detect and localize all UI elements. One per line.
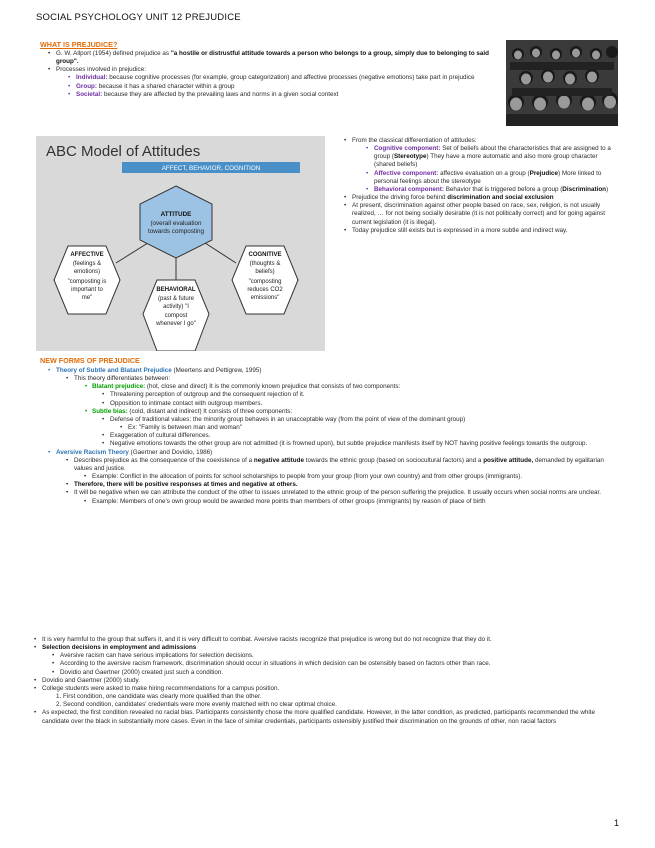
text: Example: Members of one's own group would be awarded more points than members of other groups (immigrants) by reason of place of birth — [92, 497, 486, 505]
list-item — [352, 137, 620, 145]
cognitive-line: reduces CO2 — [247, 287, 283, 293]
text: (Gaertner and Dovidio, 1986) — [128, 448, 213, 456]
text: (hot, close and direct) It is the commonly known prejudice that consists of two components: — [145, 383, 401, 391]
cognitive-title: COGNITIVE — [248, 252, 282, 258]
abc-banner-text: AFFECT, BEHAVIOR, COGNITION — [161, 165, 261, 172]
text: At present, discrimination against other people based on race, sex, religion, is not usually realized, … for not being socially desirable (it is not politically correct) and for going against current legislation (it is illegal). — [352, 202, 606, 226]
cognitive-line: beliefs) — [255, 269, 275, 275]
list-item — [56, 50, 496, 66]
text: (cold, distant and indirect) It consists of three components: — [127, 407, 293, 415]
cognitive-line: emissions" — [250, 295, 280, 301]
theory-link: Theory of Subtle and Blatant Prejudice — [56, 367, 172, 374]
term: Cognitive component: — [374, 145, 441, 153]
list-item — [128, 424, 622, 432]
list-item — [56, 367, 622, 375]
text: Processes involved in prejudice: — [56, 66, 146, 74]
list-item — [56, 693, 622, 701]
new-forms-block — [56, 367, 622, 506]
list-item — [92, 383, 622, 391]
text: Dovidio and Gaertner (2000) study. — [42, 676, 140, 684]
text: Today prejudice still exists but is expressed in a more subtle and indirect way. — [352, 226, 568, 234]
text-bold: Discrimination — [562, 185, 607, 193]
list-item — [374, 170, 620, 186]
abc-title: ABC Model of Attitudes — [46, 143, 201, 160]
list-item — [56, 449, 622, 457]
audience-photo — [506, 40, 618, 126]
list-item — [74, 489, 622, 497]
list-item — [92, 498, 622, 506]
list-item — [110, 416, 622, 424]
text: ) — [606, 185, 609, 193]
list-item — [42, 685, 622, 693]
text: Dovidio and Gaertner (2000) created just such a condition. — [60, 668, 224, 676]
text: Behavior that is triggered before a group ( — [443, 185, 563, 193]
text: ) More linked to personal feelings about the stereotype — [374, 169, 602, 185]
affective-line: emotions) — [73, 269, 101, 275]
list-item — [60, 669, 622, 677]
attitude-line: (overall evaluation — [150, 220, 202, 227]
text: Prejudice the driving force behind — [352, 194, 448, 202]
text-bold: Therefore, there will be positive responses at times and negative at others. — [74, 481, 298, 489]
term: Group: — [76, 82, 97, 90]
text: 2. Second condition, candidates' credentials were more evenly matched with no clear optimal choice. — [56, 701, 337, 709]
list-item — [74, 481, 622, 489]
cognitive-line: "composting — [248, 279, 282, 285]
behavioral-line: (past & future — [157, 296, 195, 302]
text: Threatening perception of outgroup and the consequent rejection of it. — [110, 391, 305, 399]
affective-title: AFFECTIVE — [70, 252, 104, 258]
text-bold: positive attitude, — [483, 456, 534, 464]
text: As expected, the first condition revealed no racial bias. Participants consistently chose the more qualified candidate. However, in the latter condition, as predicted, participants recommended the white candidate over the black in substantially more cases. Even in the face of similar credentials, participants ostensibly justified their discrimination on the grounds of other, non racial factors — [42, 709, 596, 725]
behavioral-title: BEHAVIORAL — [156, 287, 196, 293]
page-number: 1 — [613, 818, 619, 828]
term: Societal: — [76, 90, 103, 98]
affective-line: important to — [71, 287, 103, 293]
list-item — [110, 440, 622, 448]
text: This theory differentiates between: — [74, 375, 171, 383]
behavioral-line: compost — [164, 313, 188, 319]
affective-line: me" — [81, 295, 93, 301]
text: Example: Conflict in the allocation of points for school scholarships to people from your group (from your own country) and from other groups (immigrants). — [92, 473, 523, 481]
list-item — [352, 194, 620, 202]
text: Exaggeration of cultural differences. — [110, 432, 211, 440]
list-item — [42, 636, 622, 644]
list-item — [374, 145, 620, 169]
text-bold: Prejudice — [529, 169, 558, 177]
text: (Meertens and Pettigrew, 1995) — [171, 367, 262, 374]
behavioral-line: activity) "I — [163, 304, 189, 310]
list-item — [42, 677, 622, 685]
term: Individual: — [76, 74, 108, 82]
list-item — [110, 391, 622, 399]
list-item — [92, 473, 622, 481]
list-item — [76, 91, 496, 99]
section-heading-new-forms: NEW FORMS OF PREJUDICE — [40, 356, 140, 365]
text: because they are affected by the prevailing laws and norms in a given social context — [102, 90, 339, 98]
list-item — [60, 660, 622, 668]
text: affective evaluation on a group ( — [438, 169, 530, 177]
text: Describes prejudice as the consequence of the coexistence of a — [74, 456, 254, 464]
text: because it has a shared character within a group — [97, 82, 235, 90]
list-item — [352, 202, 620, 226]
list-item — [110, 432, 622, 440]
text: ) They have a more automatic and also more group character (shared beliefs) — [374, 153, 598, 169]
what-block — [56, 50, 496, 99]
abc-diagram — [36, 136, 325, 351]
cognitive-line: (thoughts & — [249, 261, 281, 267]
audience-photo-graphic — [506, 40, 618, 126]
term: Blatant prejudice: — [92, 383, 146, 391]
page-title: SOCIAL PSYCHOLOGY UNIT 12 PREJUDICE — [36, 12, 241, 23]
text: Defense of traditional values: the minority group behaves in an unacceptable way (from the point of view of the dominant group) — [110, 415, 466, 423]
attitude-title: ATTITUDE — [160, 211, 192, 218]
text: G. W. Allport (1954) defined prejudice as — [56, 50, 171, 57]
text-bold: negative attitude — [253, 456, 304, 464]
text: Set of beliefs about the characteristics that are assigned to a group ( — [374, 145, 611, 161]
text: From the classical differentiation of attitudes: — [352, 137, 477, 144]
list-item — [92, 408, 622, 416]
list-item — [56, 701, 622, 709]
affective-line: (feelings & — [72, 261, 102, 267]
text-bold: discrimination and social exclusion — [447, 194, 554, 202]
list-item — [60, 652, 622, 660]
bottom-block — [42, 636, 622, 726]
list-item — [74, 457, 622, 473]
affective-line: "composting is — [67, 279, 107, 285]
attitude-line: towards composting — [148, 228, 204, 235]
text: It is very harmful to the group that suffers it, and it is very difficult to combat. Aversive racists recognize that prejudice is wrong but do not recognize that they do it. — [42, 636, 492, 643]
term: Behavioral component: — [374, 185, 444, 193]
text: because cognitive processes (for example, group categorization) and affective processes (negative emotions) take part in prejudice — [107, 74, 475, 82]
text: Aversive racism can have serious implications for selection decisions. — [60, 652, 254, 660]
theory-link: Aversive Racism Theory — [56, 448, 129, 456]
text: According to the aversive racism framework, discrimination should occur in situations in which decision can be ostensibly based on factors other than race. — [60, 660, 491, 668]
list-item — [56, 66, 496, 74]
list-item — [42, 709, 622, 725]
text-bold: Stereotype — [393, 153, 427, 161]
abc-model-figure — [36, 136, 325, 351]
list-item — [76, 74, 496, 82]
list-item — [110, 400, 622, 408]
list-item — [76, 83, 496, 91]
list-item — [42, 644, 622, 652]
text-bold: "a hostile or distrustful attitude towards a person who belongs to a group, simply due to belonging to said group". — [56, 50, 490, 66]
term: Affective component: — [374, 169, 439, 177]
right-column — [352, 137, 620, 235]
text: demanded by egalitarian values and justice. — [74, 456, 604, 472]
text: Negative emotions towards the other group are not admitted (it is frowned upon), but subtle prejudice manifests itself by NOT having positive feelings towards the outgroup. — [110, 440, 588, 448]
list-item — [74, 375, 622, 383]
text: It will be negative when we can attribute the conduct of the other to issues unrelated to the ethnic group of the person suffering the prejudice. It usually occurs when social norms are unclear. — [74, 489, 602, 497]
text: towards the ethnic group (based on sociocultural factors) and a — [303, 456, 484, 464]
behavioral-line: whenever I go" — [156, 321, 196, 327]
list-item — [374, 186, 620, 194]
term: Subtle bias: — [92, 407, 128, 415]
text: 1. First condition, one candidate was clearly more qualified than the other. — [56, 693, 262, 701]
text: College students were asked to make hiring recommendations for a campus position. — [42, 684, 280, 692]
text: Ex: "Family is between man and woman" — [128, 424, 243, 432]
text: Opposition to intimate contact with outgroup members. — [110, 399, 263, 407]
list-item — [352, 227, 620, 235]
text-bold: Selection decisions in employment and admissions — [42, 644, 197, 652]
section-heading-what: WHAT IS PREJUDICE? — [40, 40, 118, 49]
